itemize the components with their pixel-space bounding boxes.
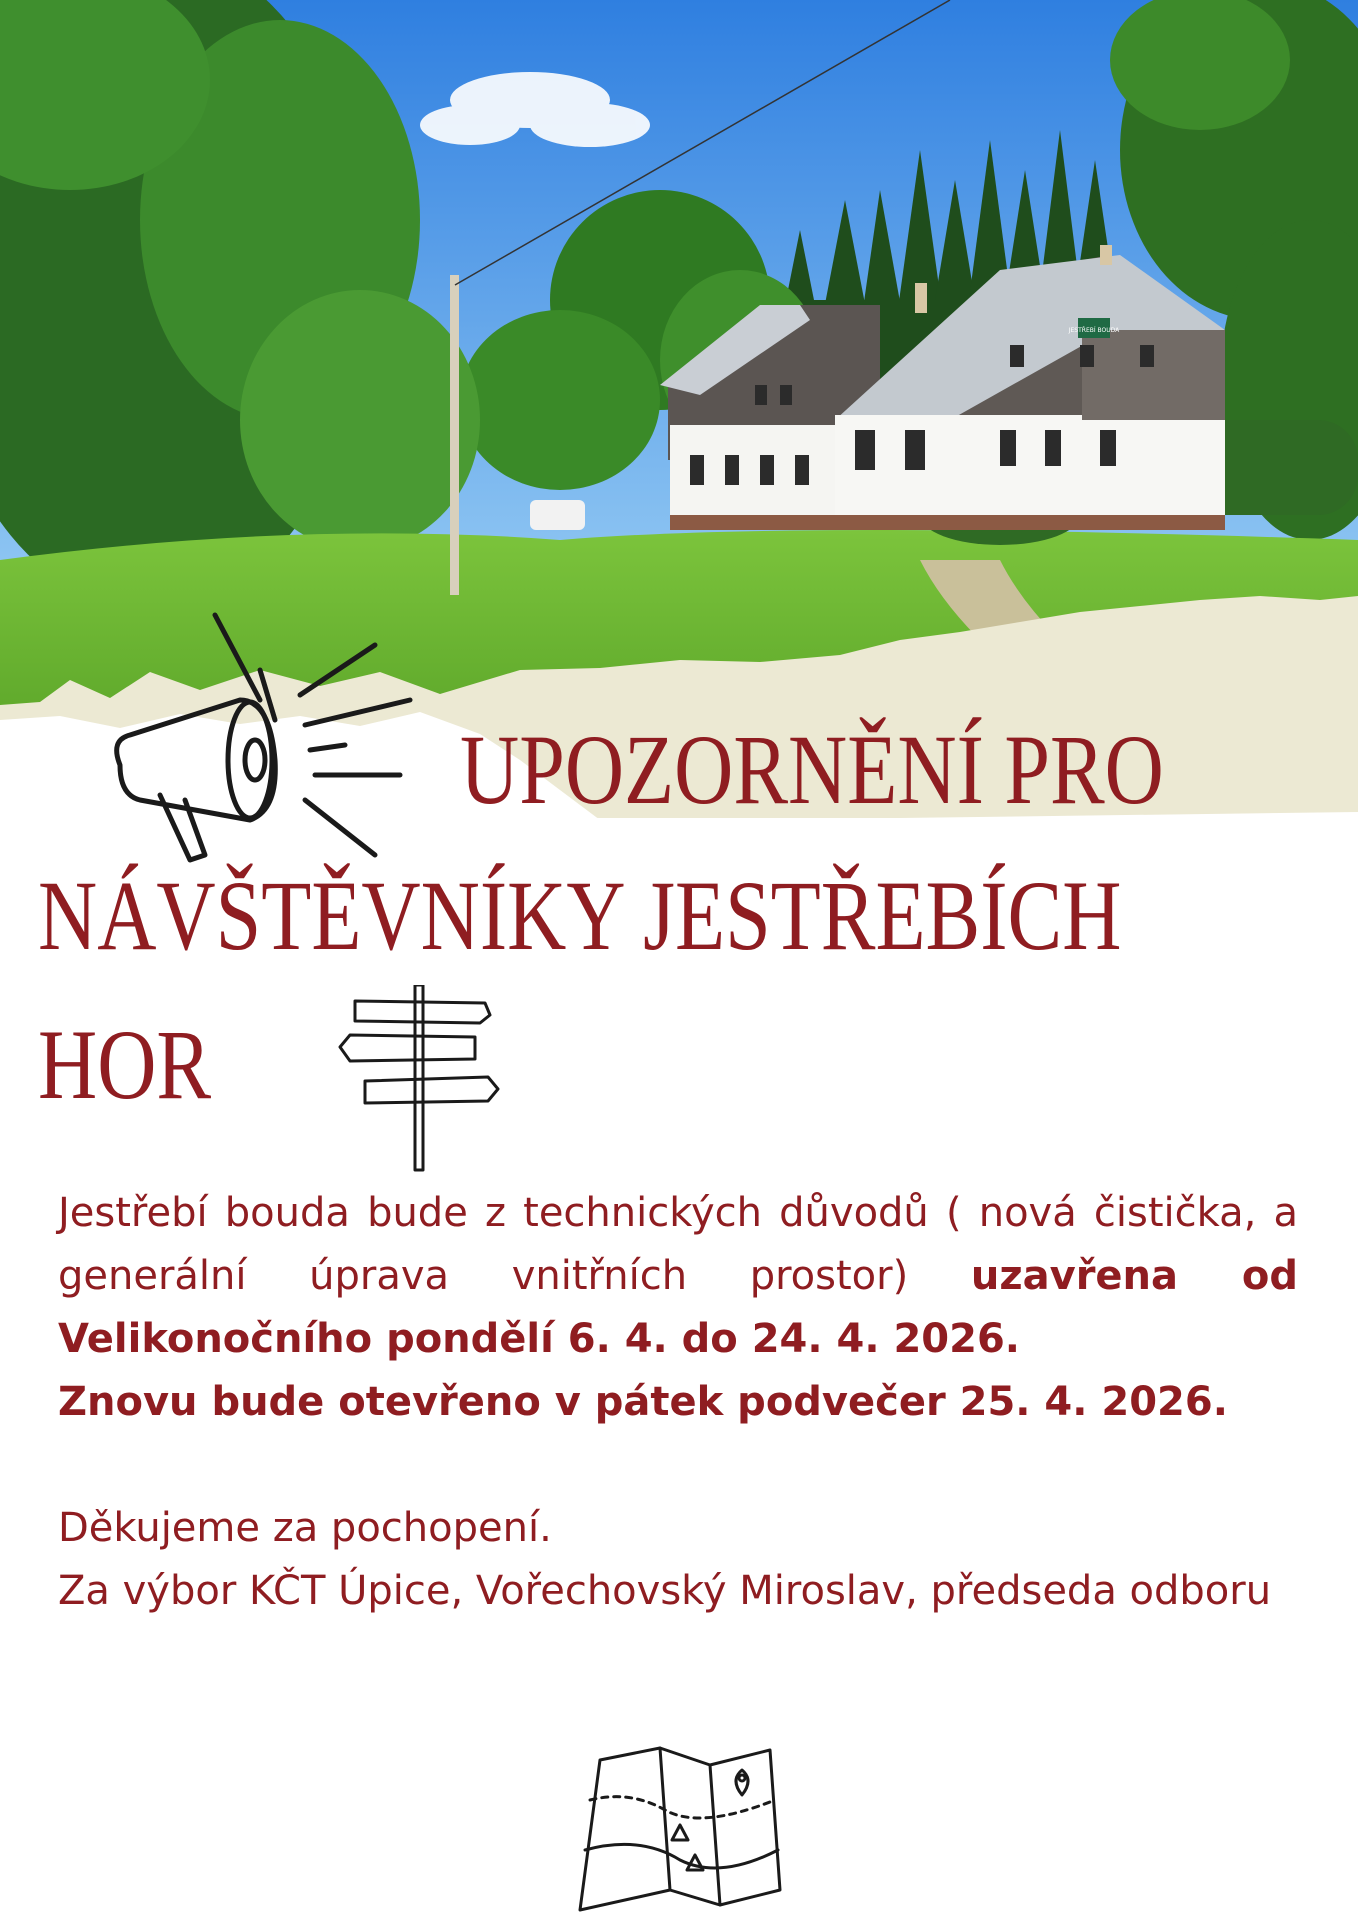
- notice-signature: Za výbor KČT Úpice, Vořechovský Miroslav, předseda odboru: [58, 1568, 1272, 1614]
- notice-closure-dates: uzavřena od Velikonočního pondělí 6. 4. do 24. 4. 2026.: [58, 1253, 1299, 1362]
- utility-pole: [450, 275, 459, 595]
- spacer: [58, 1434, 1298, 1497]
- van: [530, 500, 585, 530]
- map-icon: [570, 1740, 790, 1920]
- notice-reopening: Znovu bude otevřeno v pátek podvečer 25. 4. 2026.: [58, 1379, 1228, 1425]
- notice-paragraph: [58, 1182, 1298, 1371]
- title-line-2: NÁVŠTĚVNÍKY JESTŘEBÍCH: [38, 860, 1122, 971]
- notice-intro: Jestřebí bouda bude z technických důvodů ( nová čistička, a generální úprava vnitřních prostor): [58, 1190, 1298, 1299]
- signpost-icon: [330, 985, 500, 1175]
- megaphone-icon: [100, 600, 450, 870]
- notice-thanks: Děkujeme za pochopení.: [58, 1505, 552, 1551]
- notice-body: [58, 1182, 1298, 1623]
- title-line-3: HOR: [38, 1009, 212, 1120]
- building-sign: JESTŘEBÍ BOUDA: [1068, 327, 1120, 334]
- title-line-1: UPOZORNĚNÍ PRO: [460, 714, 1164, 825]
